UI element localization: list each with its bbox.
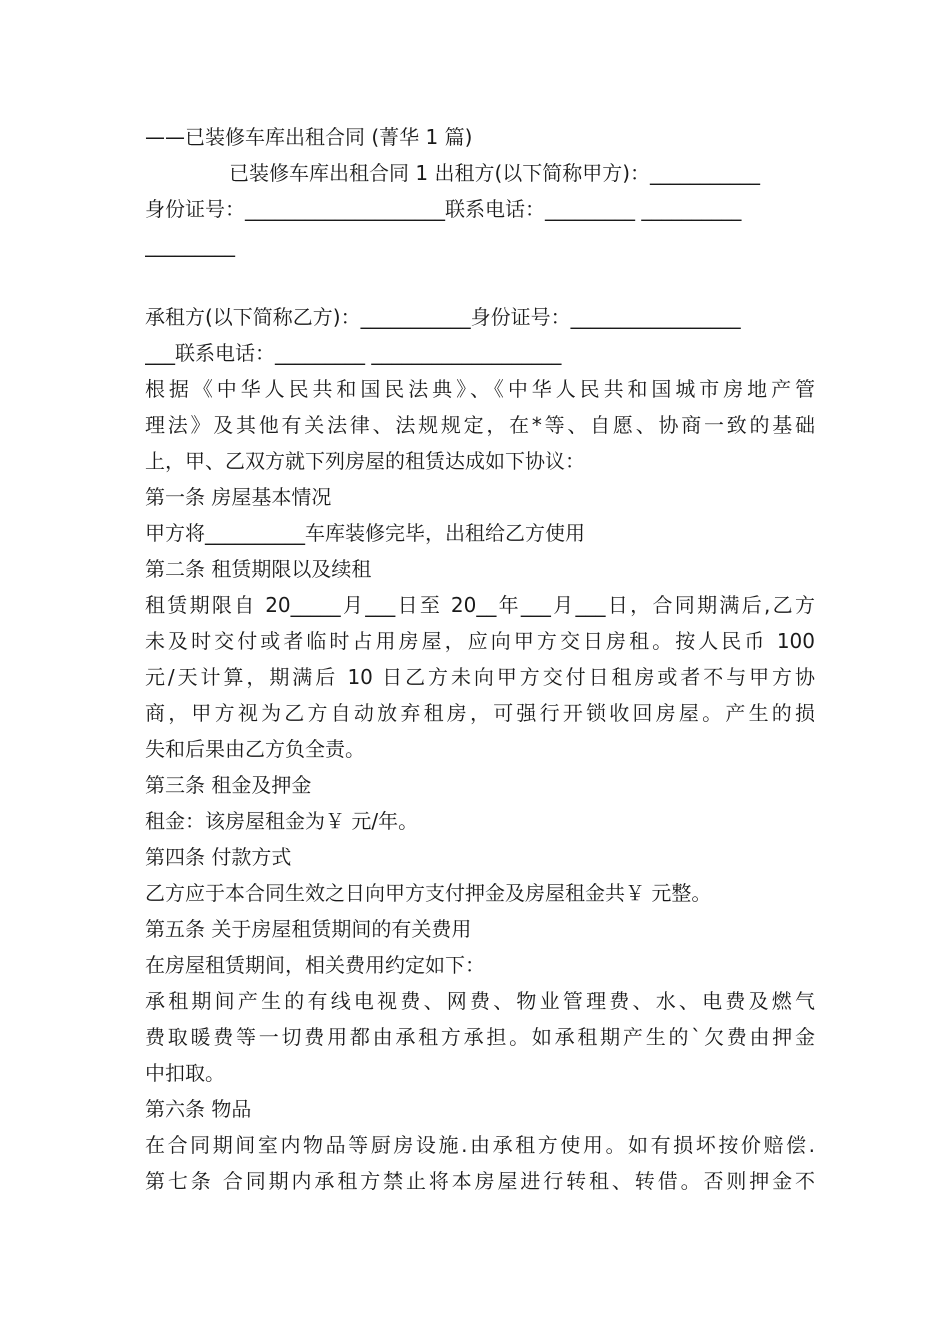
- section-heading-2: 第二条 租赁期限以及续租: [145, 557, 372, 581]
- contract-line-16: 商，甲方视为乙方自动放弃租房，可强行开锁收回房屋。产生的损: [145, 701, 815, 725]
- contract-line-blank: [145, 263, 815, 299]
- contract-line-3: _________: [145, 233, 235, 257]
- contract-line-14: 未及时交付或者临时占用房屋，应向甲方交日房租。按人民币 100: [145, 629, 815, 653]
- document-body: [145, 119, 815, 1199]
- contract-line-24: 承租期间产生的有线电视费、网费、物业管理费、水、电费及燃气: [145, 989, 815, 1013]
- contract-line-13: 租赁期限自 20_____月___日至 20__年___月___日，合同期满后,乙方: [145, 593, 815, 617]
- contract-line-15: 元/天计算，期满后 10 日乙方未向甲方交付日租房或者不与甲方协: [145, 665, 815, 689]
- contract-line-9: 上，甲、乙双方就下列房屋的租赁达成如下协议：: [145, 449, 585, 473]
- contract-line-25: 费取暖费等一切费用都由承租方承担。如承租期产生的`欠费由押金: [145, 1025, 815, 1049]
- contract-line-11: 甲方将__________车库装修完毕，出租给乙方使用: [145, 521, 585, 545]
- contract-line-29: 第七条 合同期内承租方禁止将本房屋进行转租、转借。否则押金不: [145, 1169, 815, 1193]
- section-heading-5: 第五条 关于房屋租赁期间的有关费用: [145, 917, 472, 941]
- contract-line-28: 在合同期间室内物品等厨房设施.由承租方使用。如有损坏按价赔偿.: [145, 1133, 815, 1157]
- contract-line-19: 租金：该房屋租金为￥ 元/年。: [145, 809, 419, 833]
- contract-line-2: 身份证号：____________________联系电话：_________ __________: [145, 197, 742, 221]
- section-heading-1: 第一条 房屋基本情况: [145, 485, 332, 509]
- contract-line-23: 在房屋租赁期间，相关费用约定如下：: [145, 953, 485, 977]
- section-heading-3: 第三条 租金及押金: [145, 773, 312, 797]
- contract-line-1: 已装修车库出租合同 1 出租方(以下简称甲方)：___________: [229, 161, 761, 185]
- contract-line-17: 失和后果由乙方负全责。: [145, 737, 365, 761]
- contract-line-5: 承租方(以下简称乙方)：___________身份证号：_________________: [145, 305, 741, 329]
- contract-line-8: 理法》及其他有关法律、法规规定，在*等、自愿、协商一致的基础: [145, 413, 815, 437]
- section-heading-4: 第四条 付款方式: [145, 845, 292, 869]
- document-title: ——已装修车库出租合同 (菁华 1 篇): [145, 125, 473, 149]
- contract-line-7: 根据《中华人民共和国民法典》、《中华人民共和国城市房地产管: [145, 377, 815, 401]
- contract-line-26: 中扣取。: [145, 1061, 225, 1085]
- contract-line-6: ___联系电话：_________ ___________________: [145, 341, 562, 365]
- section-heading-6: 第六条 物品: [145, 1097, 252, 1121]
- contract-line-21: 乙方应于本合同生效之日向甲方支付押金及房屋租金共￥ 元整。: [145, 881, 712, 905]
